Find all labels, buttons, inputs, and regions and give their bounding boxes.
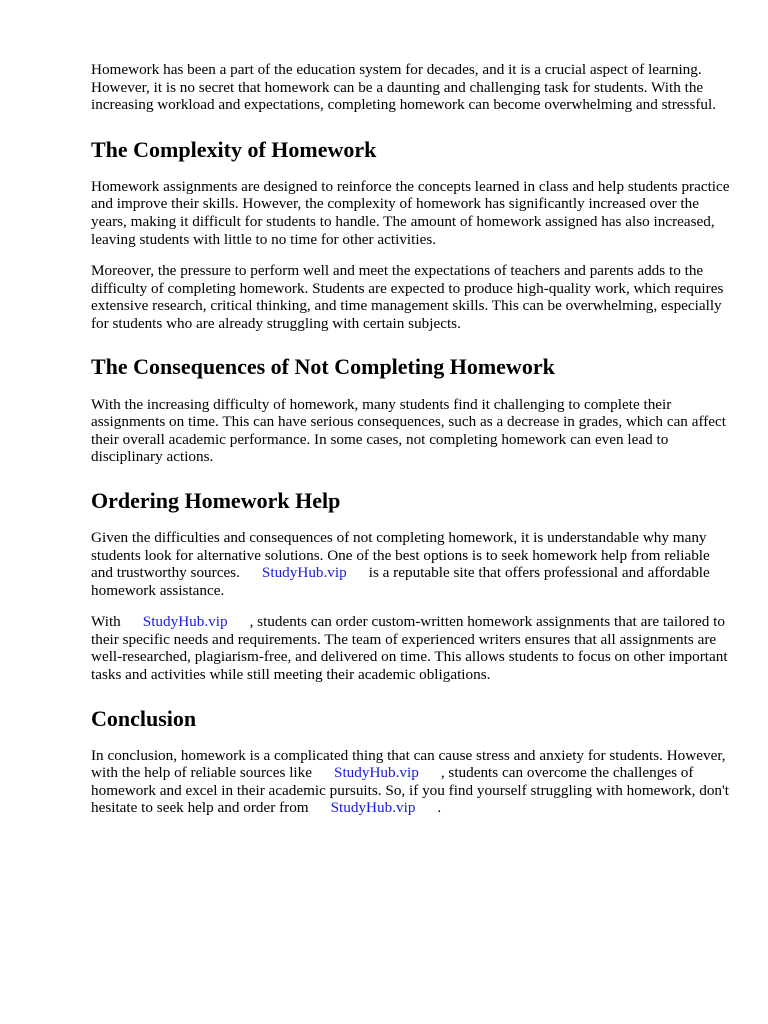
heading-consequences: The Consequences of Not Completing Homework [91, 353, 555, 379]
ordering-p2-text-before: With [91, 613, 121, 631]
conclusion-paragraph [91, 747, 731, 817]
ordering-paragraph-2 [91, 613, 731, 683]
heading-complexity: The Complexity of Homework [91, 136, 377, 162]
consequences-paragraph: With the increasing difficulty of homework, many students find it challenging to complete their assignments on time. This can have serious consequences, such as a decrease in grades, which can affect their overall academic performance. In some cases, not completing homework can even lead to disciplinary actions. [91, 395, 726, 466]
studyhub-link[interactable]: StudyHub.vip [142, 613, 228, 631]
studyhub-link[interactable]: StudyHub.vip [334, 764, 419, 782]
intro-paragraph: Homework has been a part of the education system for decades, and it is a crucial aspect of learning. However, it is no secret that homework can be a daunting and challenging task for students. With the increasing workload and expectations, completing homework can become overwhelming and stressful. [91, 61, 717, 114]
ordering-p2-text-after: , students can order custom-written homework assignments that are tailored to their specific needs and requirements. The team of experienced writers ensures that all assignments are well-researched, plagiarism-free, and delivered on time. This allows students to focus on other important tasks and activities while still meeting their academic obligations. [91, 613, 728, 684]
conclusion-text-after: . [437, 799, 442, 817]
heading-ordering-help: Ordering Homework Help [91, 487, 341, 513]
ordering-paragraph-1 [91, 529, 731, 599]
conclusion-text-before: In conclusion, homework is a complicated thing that can cause stress and anxiety for students. However, with the help of reliable sources like [91, 746, 726, 782]
ordering-p1-text-before: Given the difficulties and consequences of not completing homework, it is understandable why many students look for alternative solutions. One of the best options is to seek homework help from reliable and trustworthy sources. [91, 528, 710, 582]
document-page [91, 61, 731, 817]
studyhub-link[interactable]: StudyHub.vip [330, 799, 416, 817]
complexity-paragraph-2: Moreover, the pressure to perform well and meet the expectations of teachers and parents adds to the difficulty of completing homework. Students are expected to produce high-quality work, which requires extensive research, critical thinking, and time management skills. This can be overwhelming, especially for students who are already struggling with certain subjects. [91, 262, 724, 332]
conclusion-text-middle: , students can overcome the challenges of homework and excel in their academic pursuits. So, if you find yourself struggling with homework, don't hesitate to seek help and order from [91, 764, 729, 817]
complexity-paragraph-1: Homework assignments are designed to reinforce the concepts learned in class and help students practice and improve their skills. However, the complexity of homework has significantly increased over the years, making it difficult for students to handle. The amount of homework assigned has also increased, leaving students with little to no time for other activities. [91, 177, 730, 248]
studyhub-link[interactable]: StudyHub.vip [261, 564, 347, 582]
ordering-p1-text-after: is a reputable site that offers professional and affordable homework assistance. [91, 564, 710, 599]
heading-conclusion: Conclusion [91, 705, 197, 731]
